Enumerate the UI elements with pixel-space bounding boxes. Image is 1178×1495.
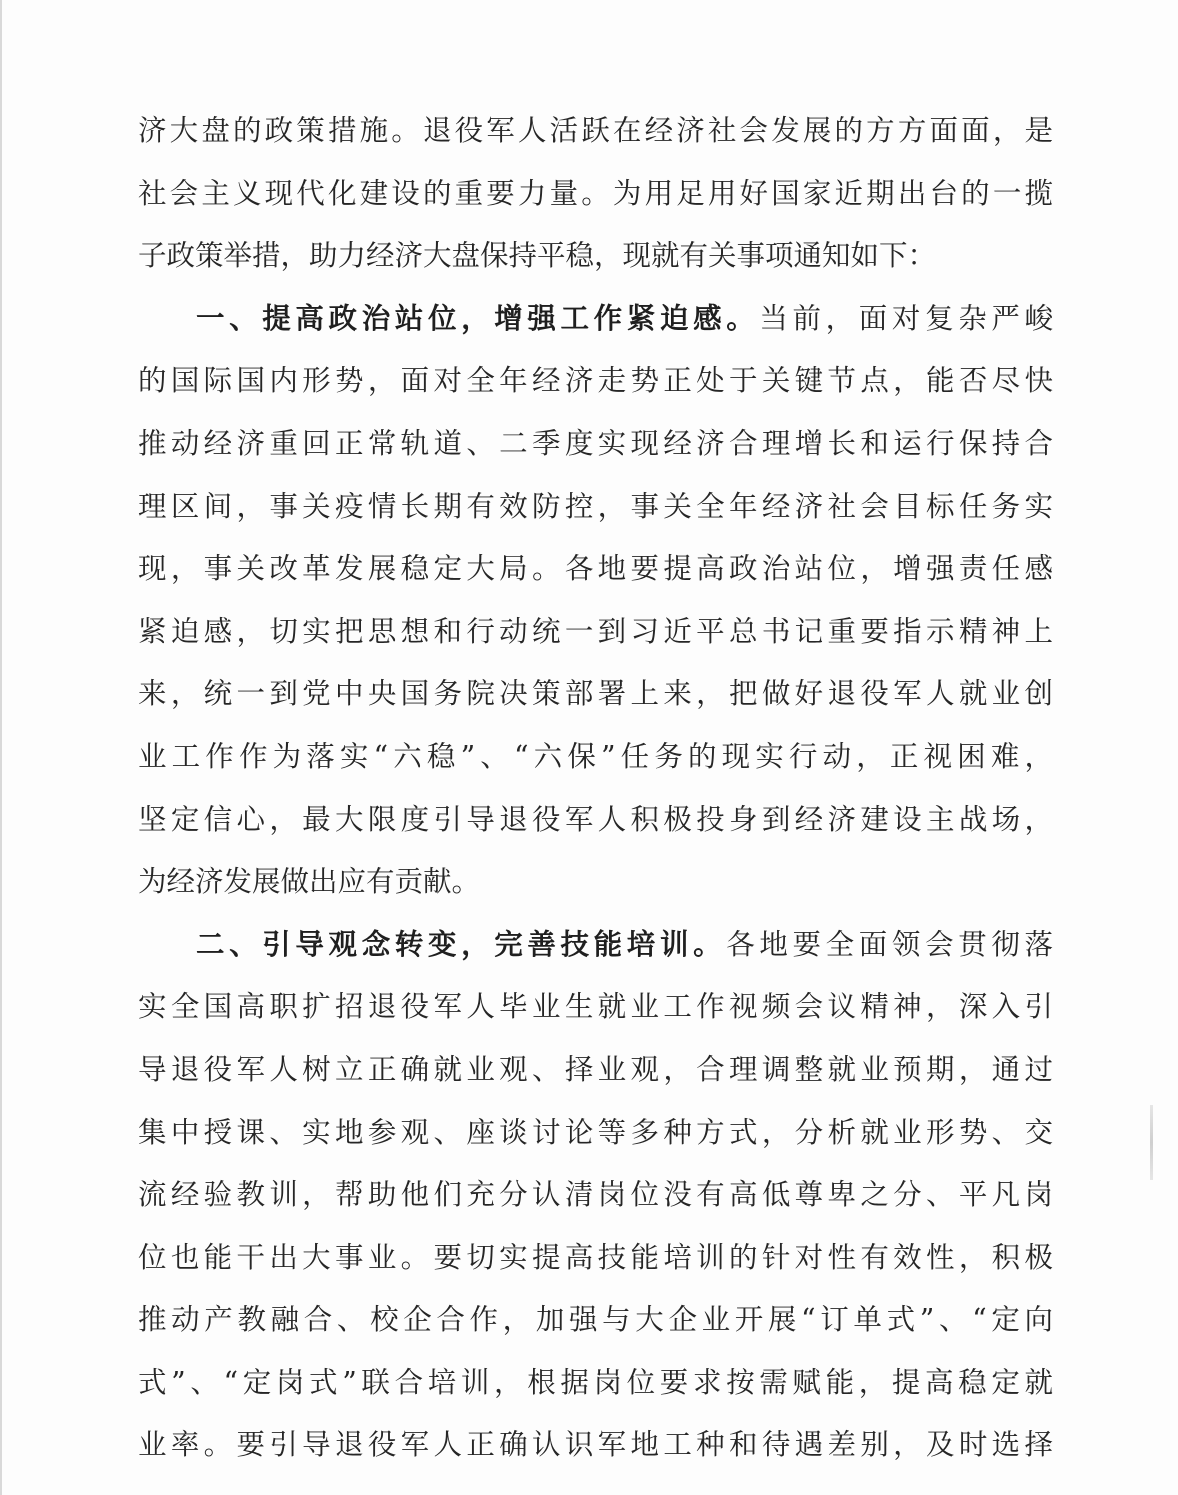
- text-line: 为经济发展做出应有贡献。: [138, 865, 481, 899]
- section-heading: 二、引导观念转变，完善技能培训。: [196, 927, 727, 961]
- page-edge: [0, 0, 2, 1495]
- text-line: 业工作作为落实“六稳”、“六保”任务的现实行动，正视困难，: [138, 739, 1053, 773]
- text-line: 集中授课、实地参观、座谈讨论等多种方式，分析就业形势、交: [138, 1115, 1053, 1149]
- text-span: 各地要全面领会贯彻落: [726, 927, 1053, 961]
- text-line: 位也能干出大事业。要切实提高技能培训的针对性有效性，积极: [138, 1240, 1053, 1274]
- text-line: 式”、“定岗式”联合培训，根据岗位要求按需赋能，提高稳定就: [138, 1365, 1053, 1399]
- section-heading-line: [138, 914, 1053, 977]
- text-line: 实全国高职扩招退役军人毕业生就业工作视频会议精神，深入引: [138, 990, 1053, 1024]
- text-span: 当前，面对复杂严峻: [759, 301, 1053, 335]
- text-line: 社会主义现代化建设的重要力量。为用足用好国家近期出台的一揽: [138, 176, 1053, 210]
- text-line: 济大盘的政策措施。退役军人活跃在经济社会发展的方方面面，是: [138, 114, 1053, 147]
- text-line: 坚定信心，最大限度引导退役军人积极投身到经济建设主战场，: [138, 802, 1053, 836]
- text-line: 导退役军人树立正确就业观、择业观，合理调整就业预期，通过: [138, 1052, 1053, 1086]
- section-heading: 一、提高政治站位，增强工作紧迫感。: [196, 301, 760, 335]
- text-line: 的国际国内形势，面对全年经济走势正处于关键节点，能否尽快: [138, 364, 1053, 398]
- text-line: 推动经济重回正常轨道、二季度实现经济合理增长和运行保持合: [138, 426, 1053, 460]
- text-line: 现，事关改革发展稳定大局。各地要提高政治站位，增强责任感: [138, 552, 1053, 586]
- text-line: 理区间，事关疫情长期有效防控，事关全年经济社会目标任务实: [138, 489, 1053, 523]
- text-line: 来，统一到党中央国务院决策部署上来，把做好退役军人就业创: [138, 677, 1053, 711]
- section-heading-line: [138, 288, 1053, 351]
- text-line: 推动产教融合、校企合作，加强与大企业开展“订单式”、“定向: [138, 1303, 1053, 1337]
- text-line: 业率。要引导退役军人正确认识军地工种和待遇差别，及时选择: [138, 1428, 1053, 1462]
- scan-artifact: [1150, 1105, 1153, 1180]
- text-line: 子政策举措，助力经济大盘保持平稳，现就有关事项通知如下：: [138, 239, 937, 273]
- text-line: 流经验教训，帮助他们充分认清岗位没有高低尊卑之分、平凡岗: [138, 1178, 1053, 1212]
- document-body: [138, 100, 1053, 1477]
- text-line: 紧迫感，切实把思想和行动统一到习近平总书记重要指示精神上: [138, 614, 1053, 648]
